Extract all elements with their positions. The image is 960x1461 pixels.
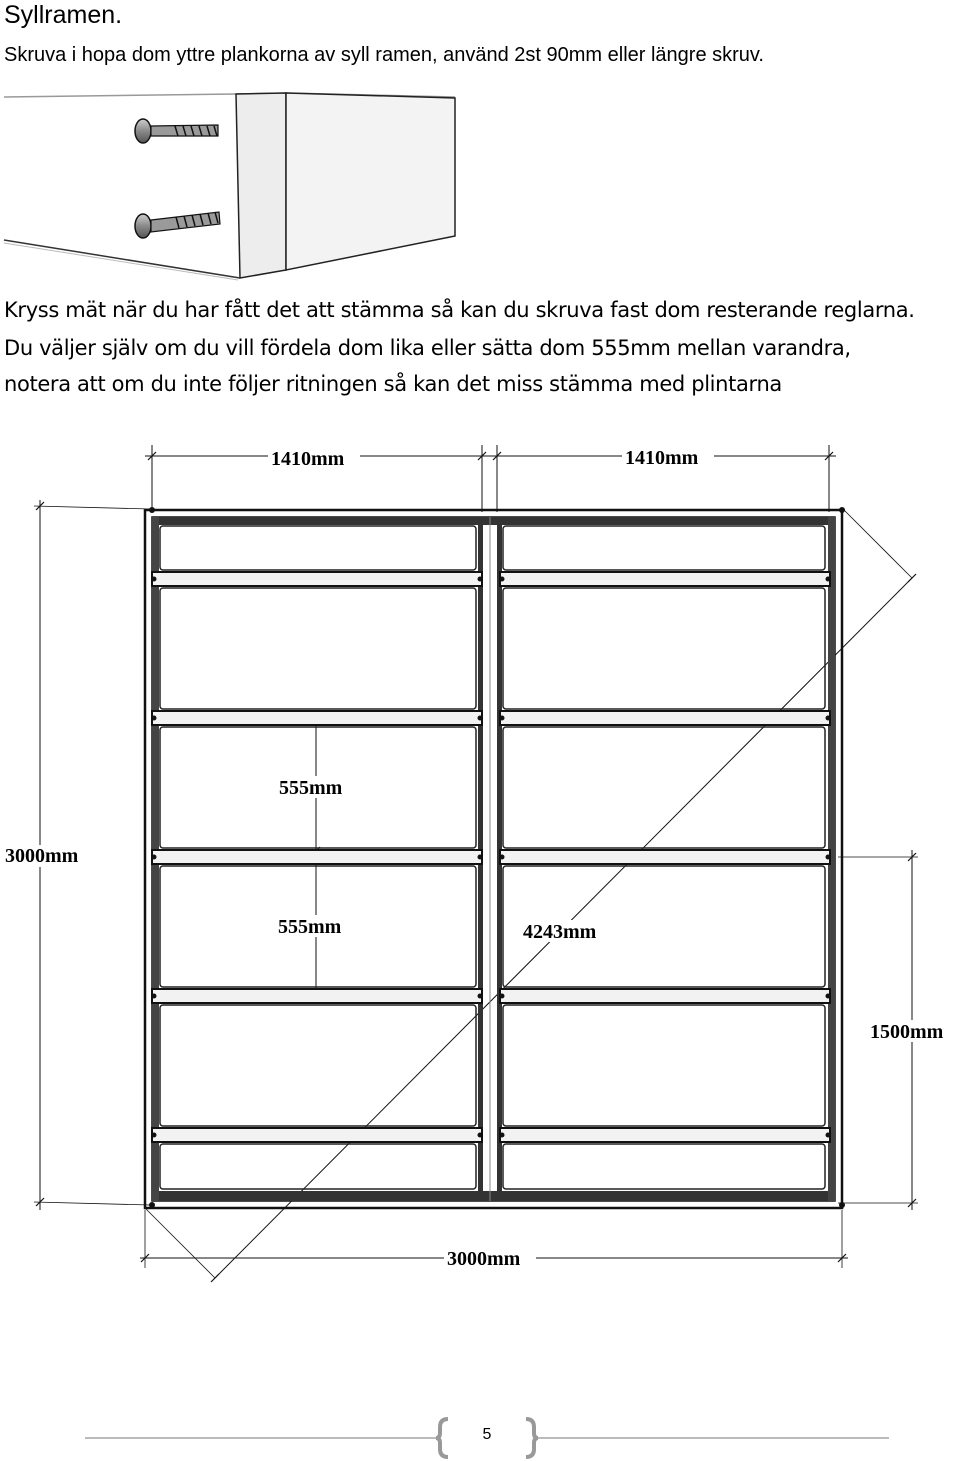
instruction-line-2: Du väljer själv om du vill fördela dom lika eller sätta dom 555mm mellan varandra, [4,336,851,360]
beam-corner-illustration [4,93,455,280]
frame-boards [145,507,845,1208]
screw-icon [135,212,220,238]
bottom-width-label: 3000mm [447,1248,521,1270]
intro-text: Skruva i hopa dom yttre plankorna av syll ramen, använd 2st 90mm eller längre skruv. [4,44,764,66]
spacing-label-upper: 555mm [279,777,343,799]
diagonal-label: 4243mm [523,921,597,943]
page-title: Syllramen. [4,1,123,29]
left-width-label: 1410mm [271,448,345,470]
spacing-label-lower: 555mm [278,916,342,938]
screw-icon [135,119,218,143]
page-number: 5 [482,1426,492,1443]
instruction-line-1: Kryss mät när du har fått det att stämma så kan du skruva fast dom resterande reglarna. [4,298,915,322]
height-label: 3000mm [5,845,79,867]
right-width-label: 1410mm [625,447,699,469]
instruction-line-3: notera att om du inte följer ritningen så kan det miss stämma med plintarna [4,372,782,396]
half-height-label: 1500mm [870,1021,944,1043]
